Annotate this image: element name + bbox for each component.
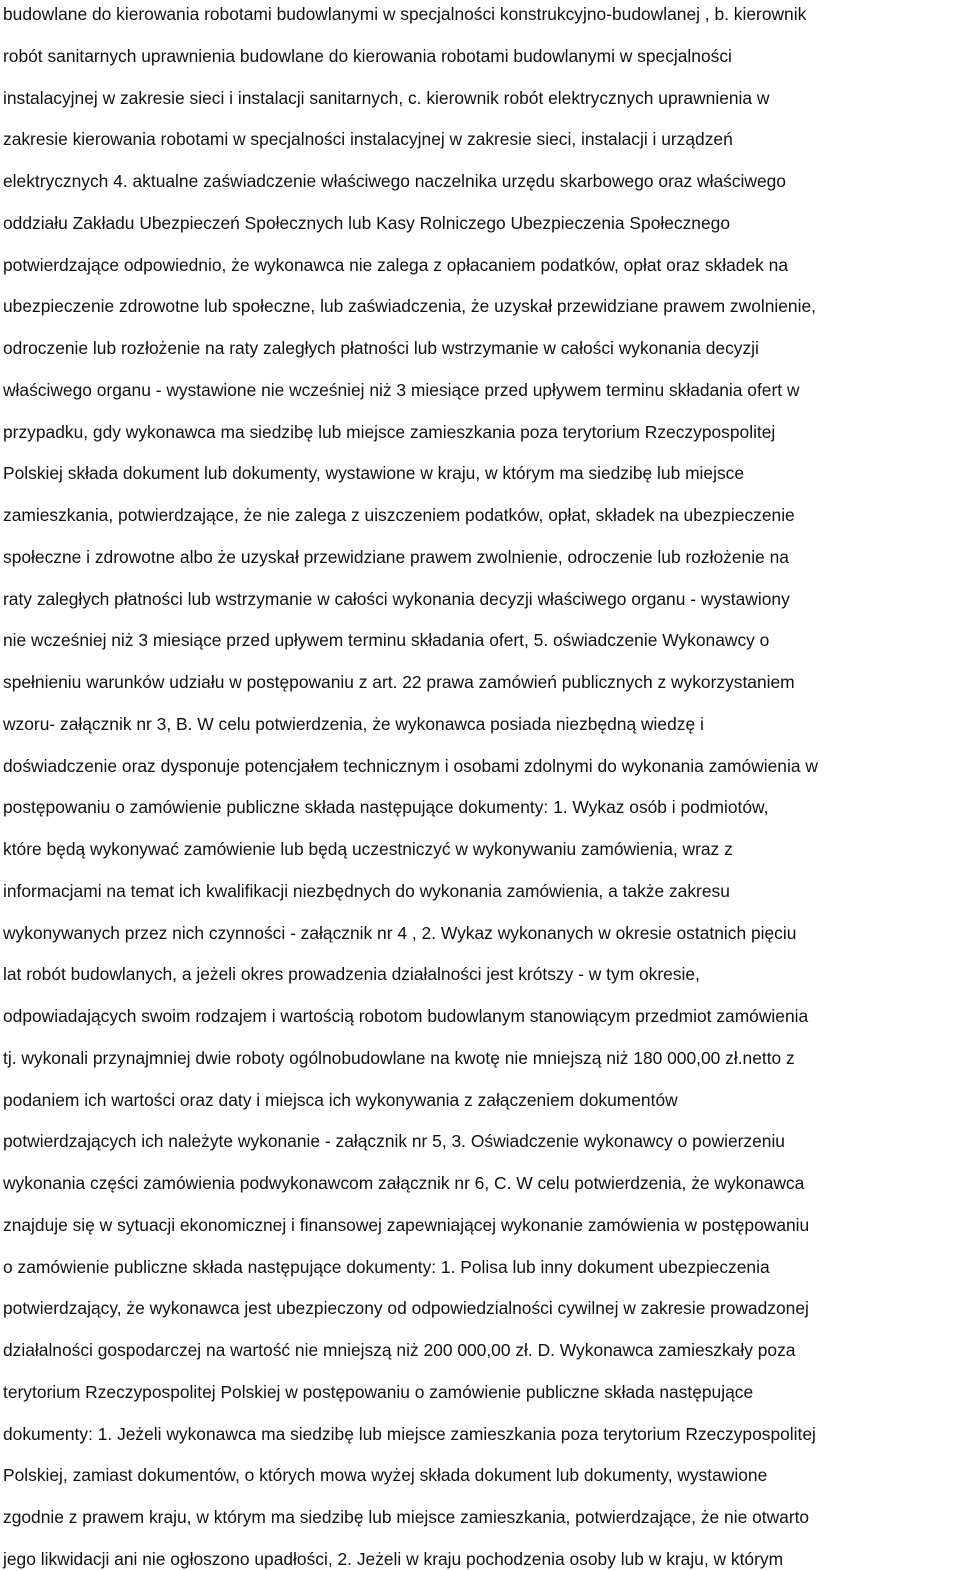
text-line: potwierdzających ich należyte wykonanie - załącznik nr 5, 3. Oświadczenie wykonawcy o powierzeniu: [3, 1131, 785, 1152]
text-line: jego likwidacji ani nie ogłoszono upadłości, 2. Jeżeli w kraju pochodzenia osoby lub w kraju, w którym: [3, 1548, 784, 1569]
text-line: potwierdzające odpowiednio, że wykonawca nie zalega z opłacaniem podatków, opłat oraz składek na: [3, 254, 788, 275]
text-line: ubezpieczenie zdrowotne lub społeczne, lub zaświadczenia, że uzyskał przewidziane prawem zwolnienie,: [3, 296, 816, 317]
text-line: doświadczenie oraz dysponuje potencjałem technicznym i osobami zdolnymi do wykonania zamówienia w: [3, 755, 818, 776]
text-line: nie wcześniej niż 3 miesiące przed upływem terminu składania ofert, 5. oświadczenie Wykonawcy o: [3, 630, 770, 651]
text-line: odpowiadających swoim rodzajem i wartością robotom budowlanym stanowiącym przedmiot zamówienia: [3, 1006, 809, 1026]
text-line: zakresie kierowania robotami w specjalności instalacyjnej w zakresie sieci, instalacji i urządzeń: [3, 129, 733, 150]
text-line: wzoru- załącznik nr 3, B. W celu potwierdzenia, że wykonawca posiada niezbędną wiedzę i: [3, 713, 704, 734]
text-line: raty zaległych płatności lub wstrzymanie w całości wykonania decyzji właściwego organu - wystawiony: [3, 588, 790, 609]
text-line: odroczenie lub rozłożenie na raty zaległych płatności lub wstrzymanie w całości wykonania decyzji: [3, 338, 759, 358]
text-line: potwierdzający, że wykonawca jest ubezpieczony od odpowiedzialności cywilnej w zakresie prowadzonej: [3, 1298, 809, 1319]
text-line: informacjami na temat ich kwalifikacji niezbędnych do wykonania zamówienia, a także zakresu: [3, 880, 730, 901]
text-line: budowlane do kierowania robotami budowlanymi w specjalności konstrukcyjno-budowlanej , b. kierownik: [3, 4, 807, 24]
text-line: społeczne i zdrowotne albo że uzyskał przewidziane prawem zwolnienie, odroczenie lub rozłożenie na: [3, 546, 789, 567]
text-line: terytorium Rzeczypospolitej Polskiej w postępowaniu o zamówienie publiczne składa następujące: [3, 1381, 754, 1402]
text-line: lat robót budowlanych, a jeżeli okres prowadzenia działalności jest krótszy - w tym okresie,: [3, 964, 700, 985]
document-body: [3, 0, 818, 1571]
text-line: o zamówienie publiczne składa następujące dokumenty: 1. Polisa lub inny dokument ubezpieczenia: [3, 1256, 770, 1277]
text-line: oddziału Zakładu Ubezpieczeń Społecznych lub Kasy Rolniczego Ubezpieczenia Społecznego: [3, 212, 730, 233]
text-line: które będą wykonywać zamówienie lub będą uczestniczyć w wykonywaniu zamówienia, wraz z: [3, 839, 733, 859]
text-line: elektrycznych 4. aktualne zaświadczenie właściwego naczelnika urzędu skarbowego oraz właściwego: [3, 171, 786, 191]
text-line: przypadku, gdy wykonawca ma siedzibę lub miejsce zamieszkania poza terytorium Rzeczypospolitej: [3, 421, 776, 442]
text-line: wykonywanych przez nich czynności - załącznik nr 4 , 2. Wykaz wykonanych w okresie ostatnich pięciu: [3, 922, 797, 943]
text-line: spełnieniu warunków udziału w postępowaniu z art. 22 prawa zamówień publicznych z wykorzystaniem: [3, 672, 795, 692]
text-line: znajduje się w sytuacji ekonomicznej i finansowej zapewniającej wykonanie zamówienia w postępowaniu: [3, 1214, 810, 1235]
text-line: zgodnie z prawem kraju, w którym ma siedzibę lub miejsce zamieszkania, potwierdzające, że nie otwarto: [3, 1507, 810, 1527]
text-line: zamieszkania, potwierdzające, że nie zalega z uiszczeniem podatków, opłat, składek na ubezpieczenie: [3, 505, 795, 525]
text-line: właściwego organu - wystawione nie wcześniej niż 3 miesiące przed upływem terminu składania ofert w: [3, 379, 800, 400]
text-line: Polskiej, zamiast dokumentów, o których mowa wyżej składa dokument lub dokumenty, wystawione: [3, 1465, 768, 1486]
text-line: działalności gospodarczej na wartość nie mniejszą niż 200 000,00 zł. D. Wykonawca zamieszkały poza: [3, 1340, 796, 1360]
text-line: instalacyjnej w zakresie sieci i instalacji sanitarnych, c. kierownik robót elektrycznych uprawnienia w: [3, 87, 770, 108]
text-line: tj. wykonali przynajmniej dwie roboty ogólnobudowlane na kwotę nie mniejszą niż 180 000,00 zł.netto z: [3, 1047, 795, 1068]
text-line: Polskiej składa dokument lub dokumenty, wystawione w kraju, w którym ma siedzibę lub miejsce: [3, 463, 745, 484]
text-line: wykonania części zamówienia podwykonawcom załącznik nr 6, C. W celu potwierdzenia, że wykonawca: [3, 1173, 805, 1193]
text-line: postępowaniu o zamówienie publiczne składa następujące dokumenty: 1. Wykaz osób i podmiotów,: [3, 797, 769, 818]
text-line: podaniem ich wartości oraz daty i miejsca ich wykonywania z załączeniem dokumentów: [3, 1089, 678, 1110]
text-line: robót sanitarnych uprawnienia budowlane do kierowania robotami budowlanymi w specjalności: [3, 45, 732, 66]
text-line: dokumenty: 1. Jeżeli wykonawca ma siedzibę lub miejsce zamieszkania poza terytorium Rzeczypospolitej: [3, 1423, 816, 1444]
